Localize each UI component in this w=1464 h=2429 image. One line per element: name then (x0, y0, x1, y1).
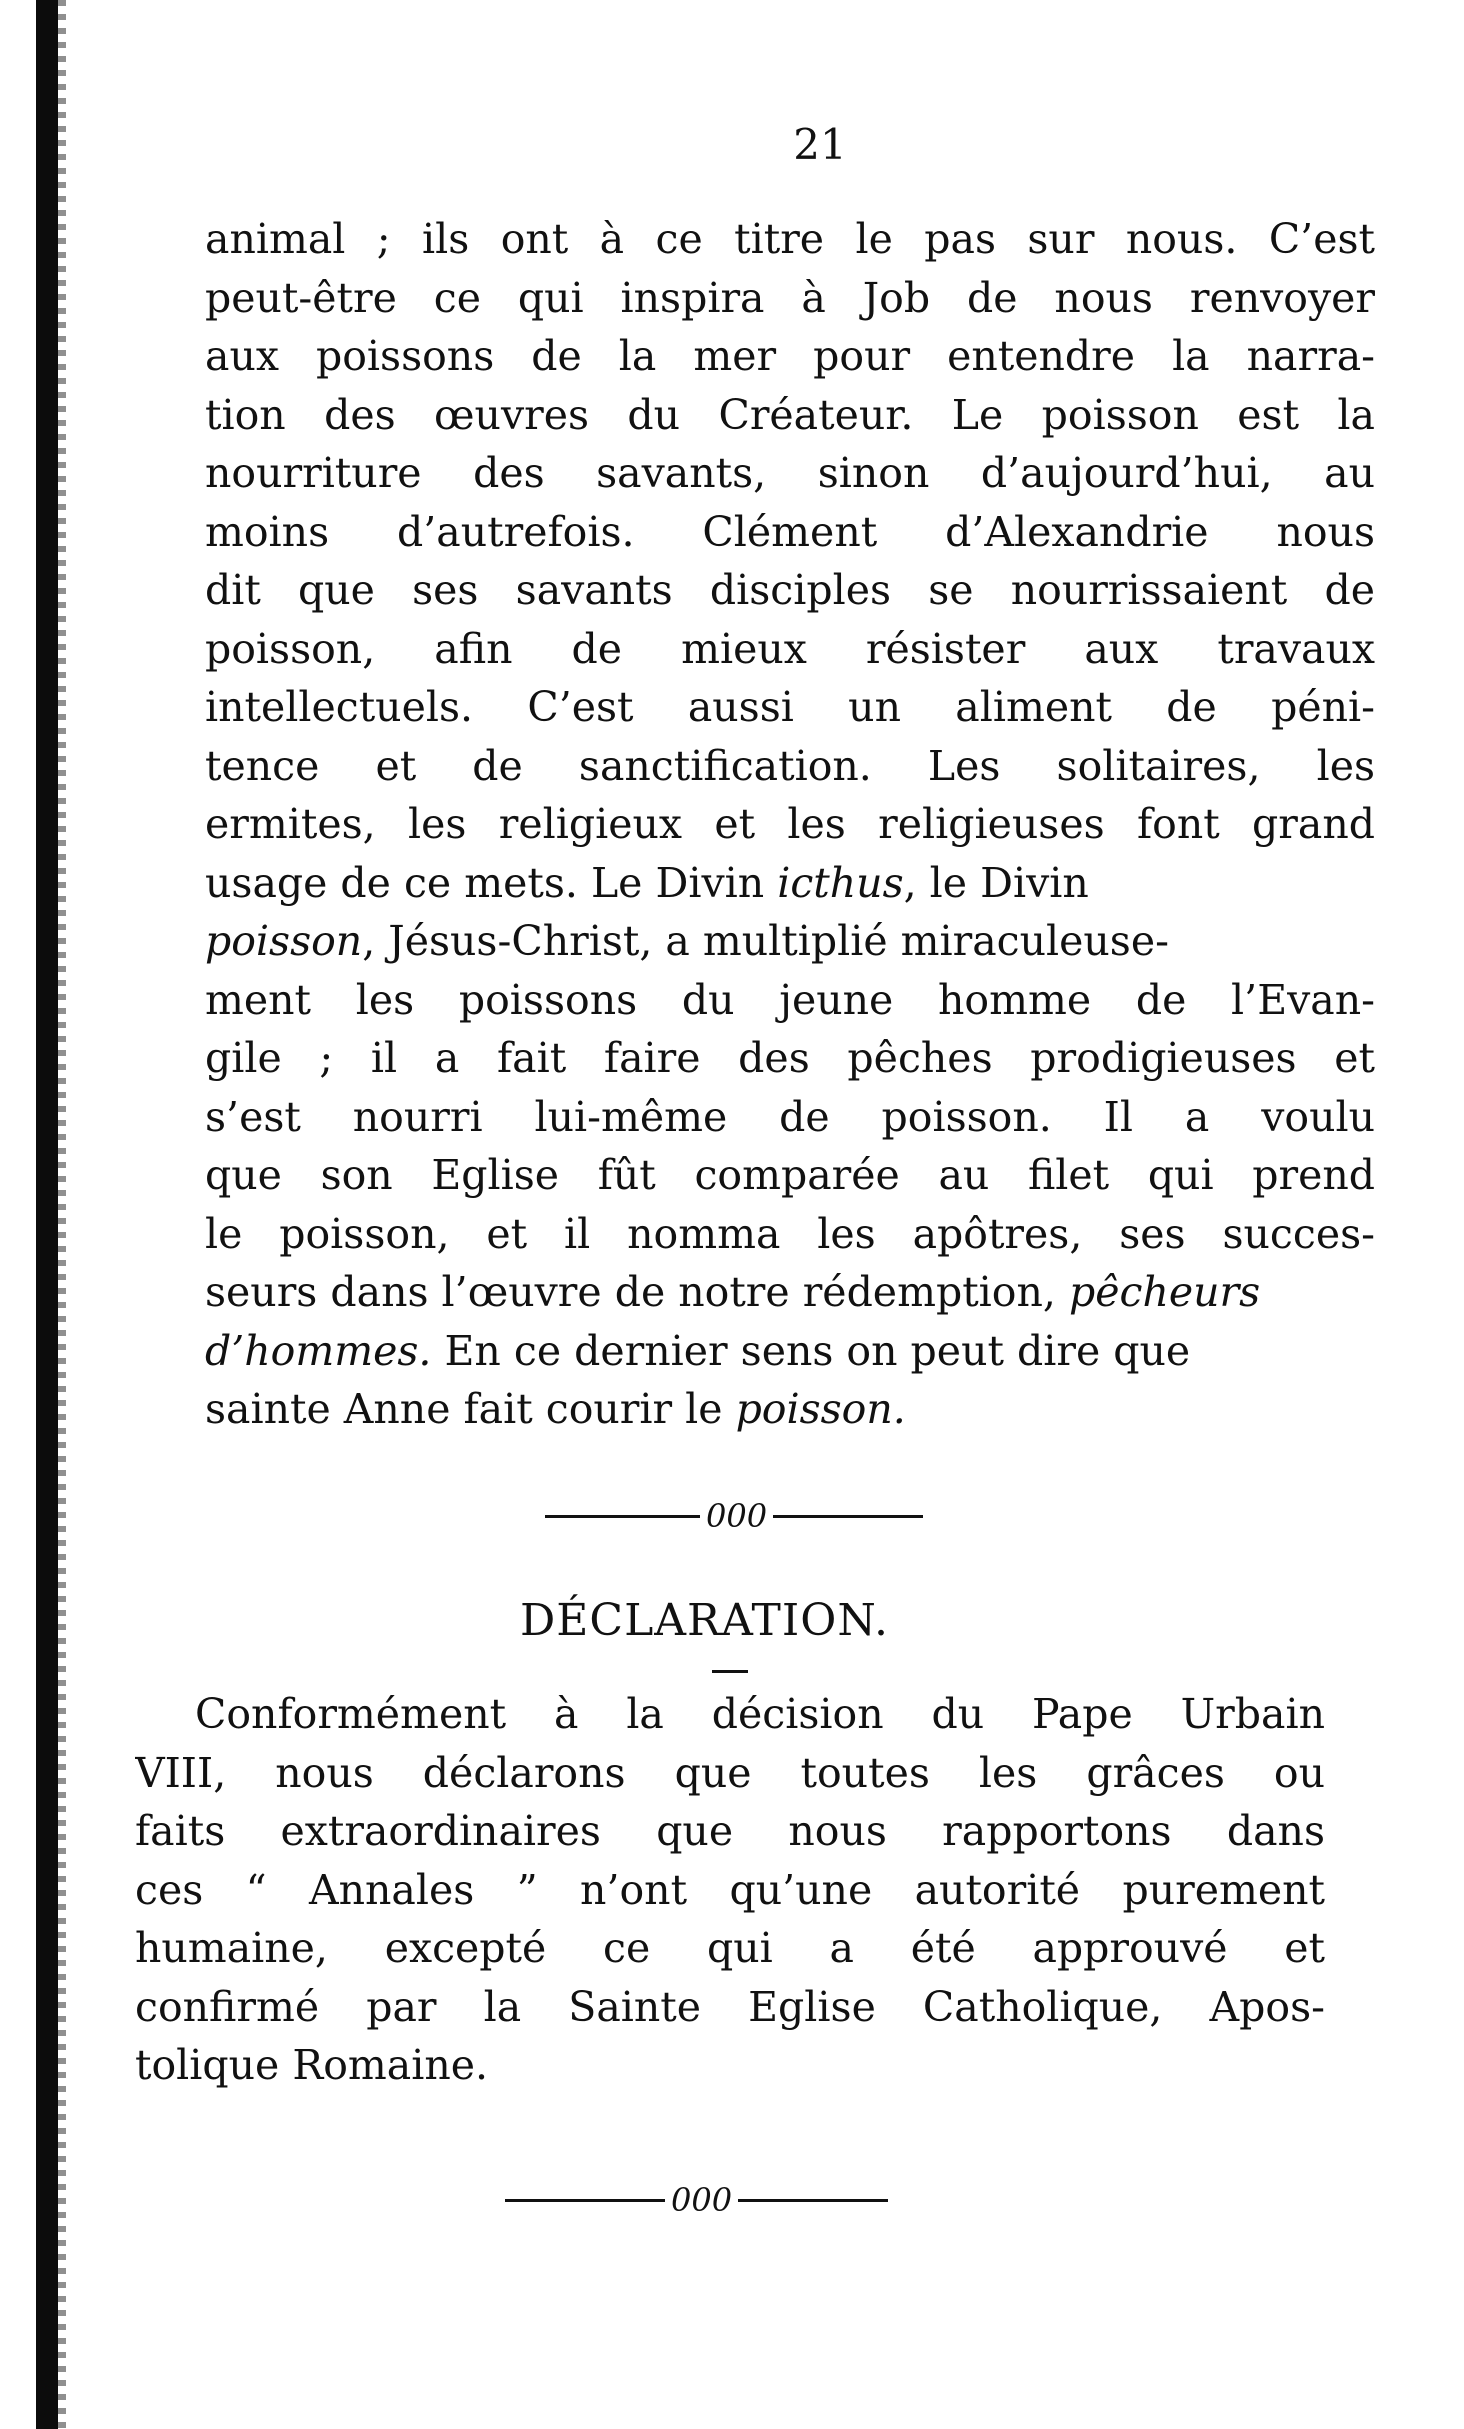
text-line: tence et de sanctification. Les solitaires, les (205, 741, 1375, 790)
text-line: Conformément à la décision du Pape Urbain (195, 1690, 1325, 1738)
italic-word-icthus: icthus (777, 858, 904, 907)
text-line: dit que ses savants disciples se nourrissaient de (205, 566, 1375, 614)
italic-word-poisson-end: poisson. (735, 1385, 906, 1433)
italic-word-dhommes: d’hommes. (205, 1326, 432, 1375)
text-line: aux poissons de la mer pour entendre la narra- (205, 332, 1375, 380)
declaration-paragraph (135, 1685, 1325, 2095)
text-line: ment les poissons du jeune homme de l’Evan- (205, 975, 1375, 1024)
text-line: confirmé par la Sainte Eglise Catholique, Apos- (135, 1982, 1325, 2031)
text-run: En ce dernier sens on peut dire que (431, 1326, 1191, 1375)
title-underline (712, 1670, 748, 1673)
text-line (205, 1263, 1375, 1322)
text-line: ermites, les religieux et les religieuses font grand (205, 800, 1375, 848)
text-line: poisson, afin de mieux résister aux travaux (205, 624, 1375, 673)
text-line: tolique Romaine. (135, 2041, 489, 2089)
text-line (205, 1322, 1375, 1381)
text-line: ces “ Annales ” n’ont qu’une autorité purement (135, 1865, 1325, 1914)
text-line: tion des œuvres du Créateur. Le poisson est la (205, 390, 1375, 439)
text-run: usage de ce mets. Le Divin (205, 858, 765, 907)
italic-word-poisson: poisson (205, 917, 363, 965)
text-line (205, 1380, 1375, 1439)
text-line: animal ; ils ont à ce titre le pas sur nous. C’est (205, 215, 1375, 263)
text-run: sainte Anne fait courir le (205, 1385, 723, 1433)
text-line: VIII, nous déclarons que toutes les grâces ou (135, 1748, 1325, 1797)
text-line (205, 854, 1375, 913)
separator-dash (773, 1515, 923, 1518)
separator-dash (505, 2199, 665, 2202)
text-line: peut-être ce qui inspira à Job de nous renvoyer (205, 273, 1375, 322)
binding-edge-texture (58, 0, 66, 2429)
text-line: intellectuels. C’est aussi un aliment de péni- (205, 683, 1375, 731)
separator-dash (545, 1515, 700, 1518)
main-paragraph (205, 210, 1375, 1439)
page-number: 21 (793, 120, 847, 169)
text-run: seurs dans l’œuvre de notre rédemption, (205, 1268, 1056, 1316)
text-line: nourriture des savants, sinon d’aujourd’hui, au (205, 449, 1375, 497)
separator-label: 000 (671, 2181, 733, 2219)
binding-edge (36, 0, 58, 2429)
text-line: faits extraordinaires que nous rapportons dans (135, 1807, 1325, 1855)
text-run: , Jésus-Christ, a multiplié miraculeuse- (362, 917, 1169, 965)
text-line: gile ; il a fait faire des pêches prodigieuses et (205, 1034, 1375, 1082)
text-line: moins d’autrefois. Clément d’Alexandrie nous (205, 507, 1375, 556)
declaration-title: DÉCLARATION. (520, 1595, 890, 1646)
text-line: humaine, excepté ce qui a été approuvé et (135, 1924, 1325, 1972)
separator-dash (738, 2199, 888, 2202)
italic-word-pecheurs: pêcheurs (1068, 1268, 1261, 1316)
section-separator (545, 1497, 923, 1535)
text-line: s’est nourri lui-même de poisson. Il a voulu (205, 1092, 1375, 1141)
text-line (205, 912, 1375, 971)
text-run: , le Divin (903, 858, 1089, 907)
text-line: que son Eglise fût comparée au filet qui prend (205, 1151, 1375, 1199)
section-separator (505, 2181, 888, 2219)
text-line: le poisson, et il nomma les apôtres, ses succes- (205, 1209, 1375, 1258)
separator-label: 000 (706, 1497, 768, 1535)
